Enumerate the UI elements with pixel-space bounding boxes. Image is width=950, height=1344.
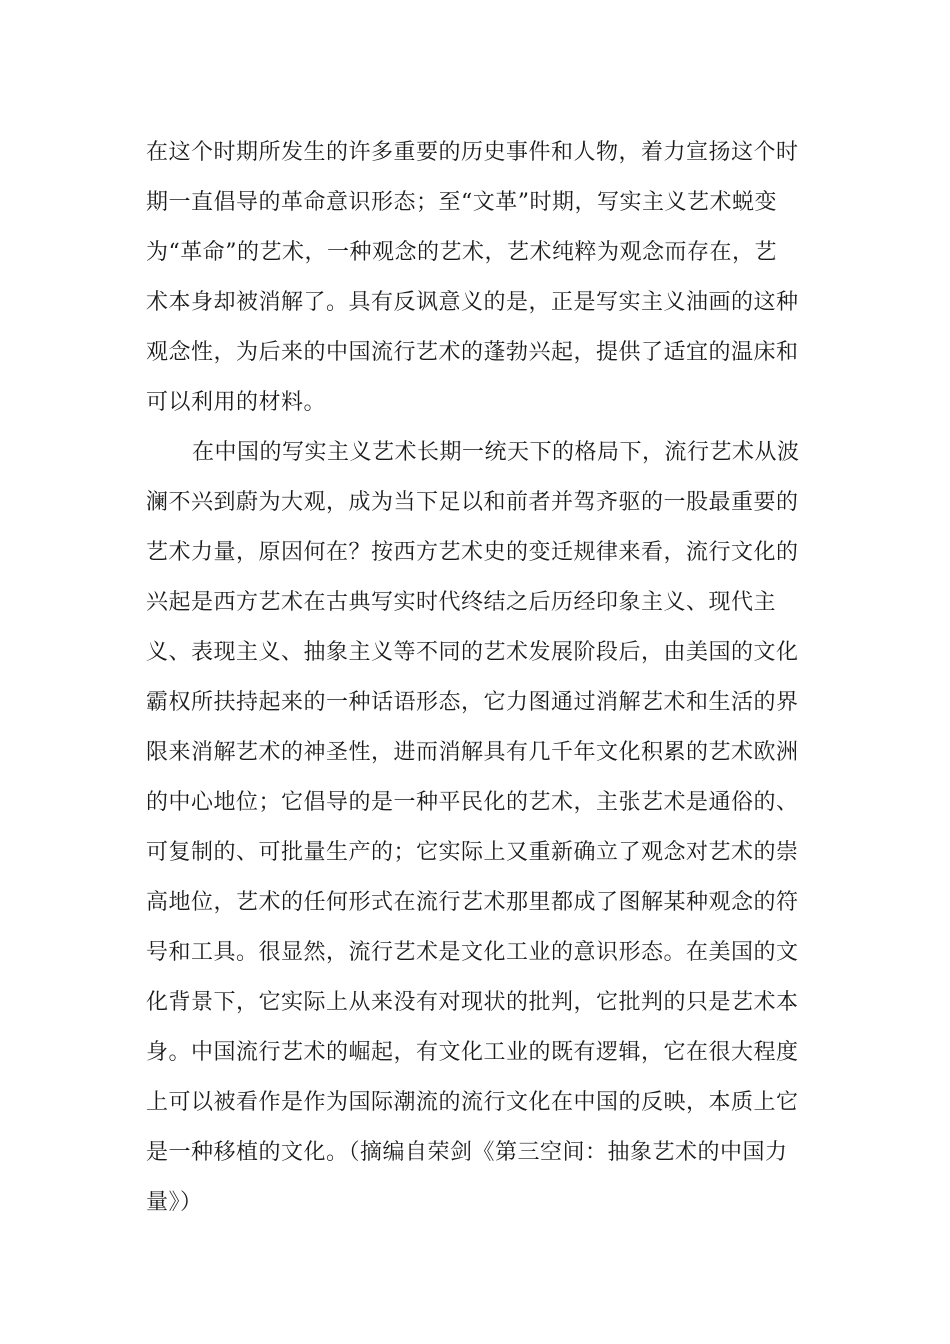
- text-line: 在中国的写实主义艺术长期一统天下的格局下，流行艺术从波: [192, 440, 800, 465]
- text-line: 上可以被看作是作为国际潮流的流行文化在中国的反映，本质上它: [146, 1090, 799, 1115]
- text-line: 是一种移植的文化。（摘编自荣剑《第三空间：抽象艺术的中国力: [146, 1140, 788, 1165]
- text-line: 的中心地位；它倡导的是一种平民化的艺术，主张艺术是通俗的、: [146, 790, 799, 815]
- text-line: 号和工具。很显然，流行艺术是文化工业的意识形态。在美国的文: [146, 940, 799, 965]
- paragraph-2: [146, 428, 806, 1228]
- paragraph-1: [146, 128, 806, 428]
- text-line: 限来消解艺术的神圣性，进而消解具有几千年文化积累的艺术欧洲: [146, 740, 799, 765]
- text-line: 观念性，为后来的中国流行艺术的蓬勃兴起，提供了适宜的温床和: [146, 340, 799, 365]
- text-line: 义、表现主义、抽象主义等不同的艺术发展阶段后，由美国的文化: [146, 640, 799, 665]
- text-line: 可复制的、可批量生产的；它实际上又重新确立了观念对艺术的崇: [146, 840, 799, 865]
- text-line: 霸权所扶持起来的一种话语形态，它力图通过消解艺术和生活的界: [146, 690, 799, 715]
- text-line: 在这个时期所发生的许多重要的历史事件和人物，着力宣扬这个时: [146, 140, 799, 165]
- text-line: 术本身却被消解了。具有反讽意义的是，正是写实主义油画的这种: [146, 290, 799, 315]
- text-line: 兴起是西方艺术在古典写实时代终结之后历经印象主义、现代主: [146, 590, 777, 615]
- text-line: 为“革命”的艺术，一种观念的艺术，艺术纯粹为观念而存在，艺: [146, 240, 777, 265]
- text-line: 艺术力量，原因何在？按西方艺术史的变迁规律来看，流行文化的: [146, 540, 799, 565]
- text-line: 期一直倡导的革命意识形态；至“文革”时期，写实主义艺术蜕变: [146, 190, 777, 215]
- text-line: 化背景下，它实际上从来没有对现状的批判，它批判的只是艺术本: [146, 990, 799, 1015]
- text-line: 量》）: [146, 1190, 203, 1215]
- text-line: 身。中国流行艺术的崛起，有文化工业的既有逻辑，它在很大程度: [146, 1040, 799, 1065]
- text-line: 可以利用的材料。: [146, 390, 327, 415]
- text-line: 高地位，艺术的任何形式在流行艺术那里都成了图解某种观念的符: [146, 890, 799, 915]
- body-text: [146, 128, 806, 1228]
- text-line: 澜不兴到蔚为大观，成为当下足以和前者并驾齐驱的一股最重要的: [146, 490, 799, 515]
